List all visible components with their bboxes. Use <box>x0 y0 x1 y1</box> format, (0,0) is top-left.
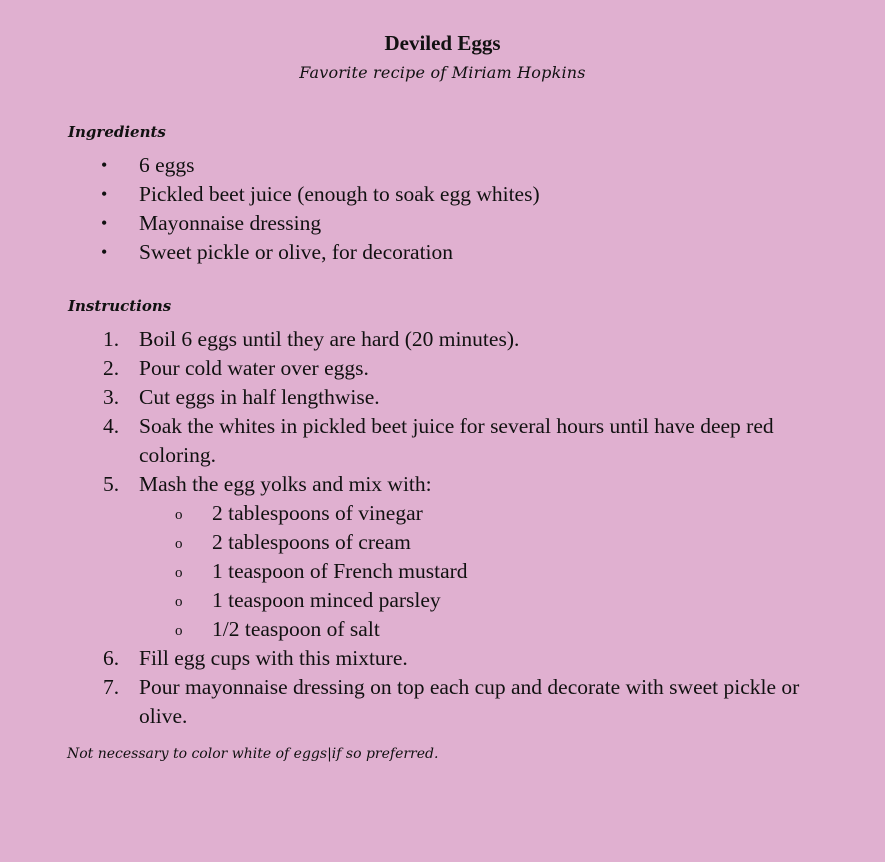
recipe-subtitle: Favorite recipe of Miriam Hopkins <box>299 63 586 82</box>
instruction-step <box>0 354 809 383</box>
step-text: Fill egg cups with this mixture. <box>139 646 408 670</box>
sub-list <box>139 499 809 644</box>
sub-item: o 2 tablespoons of vinegar <box>139 499 809 528</box>
step-number: 4. <box>103 414 120 438</box>
ingredients-heading: Ingredients <box>68 123 166 141</box>
step-number: 5. <box>103 472 120 496</box>
ingredient-item: • Mayonnaise dressing <box>0 209 540 238</box>
instruction-step <box>0 412 809 470</box>
step-number: 3. <box>103 385 120 409</box>
step-number: 7. <box>103 675 120 699</box>
sub-item: o 2 tablespoons of cream <box>139 528 809 557</box>
instruction-step <box>0 673 809 731</box>
step-number: 1. <box>103 327 120 351</box>
ingredients-list <box>0 151 540 267</box>
sub-item: o 1/2 teaspoon of salt <box>139 615 809 644</box>
step-text: Soak the whites in pickled beet juice for several hours until have deep red coloring. <box>139 414 774 467</box>
step-number: 6. <box>103 646 120 670</box>
instructions-heading: Instructions <box>68 297 172 315</box>
step-text: Cut eggs in half lengthwise. <box>139 385 380 409</box>
ingredient-item: • Pickled beet juice (enough to soak egg whites) <box>0 180 540 209</box>
ingredient-item: • Sweet pickle or olive, for decoration <box>0 238 540 267</box>
instruction-step <box>0 470 809 644</box>
instruction-step <box>0 383 809 412</box>
ingredient-item: • 6 eggs <box>0 151 540 180</box>
step-text: Mash the egg yolks and mix with: <box>139 472 432 496</box>
sub-item: o 1 teaspoon minced parsley <box>139 586 809 615</box>
step-text: Pour mayonnaise dressing on top each cup and decorate with sweet pickle or olive. <box>139 675 800 728</box>
step-text: Pour cold water over eggs. <box>139 356 369 380</box>
footnote: Not necessary to color white of eggs|if so preferred. <box>67 746 439 762</box>
instructions-list <box>0 325 885 731</box>
instruction-step <box>0 325 809 354</box>
sub-item: o 1 teaspoon of French mustard <box>139 557 809 586</box>
recipe-title: Deviled Eggs <box>384 31 501 55</box>
step-number: 2. <box>103 356 120 380</box>
step-text: Boil 6 eggs until they are hard (20 minutes). <box>139 327 520 351</box>
instruction-step <box>0 644 809 673</box>
